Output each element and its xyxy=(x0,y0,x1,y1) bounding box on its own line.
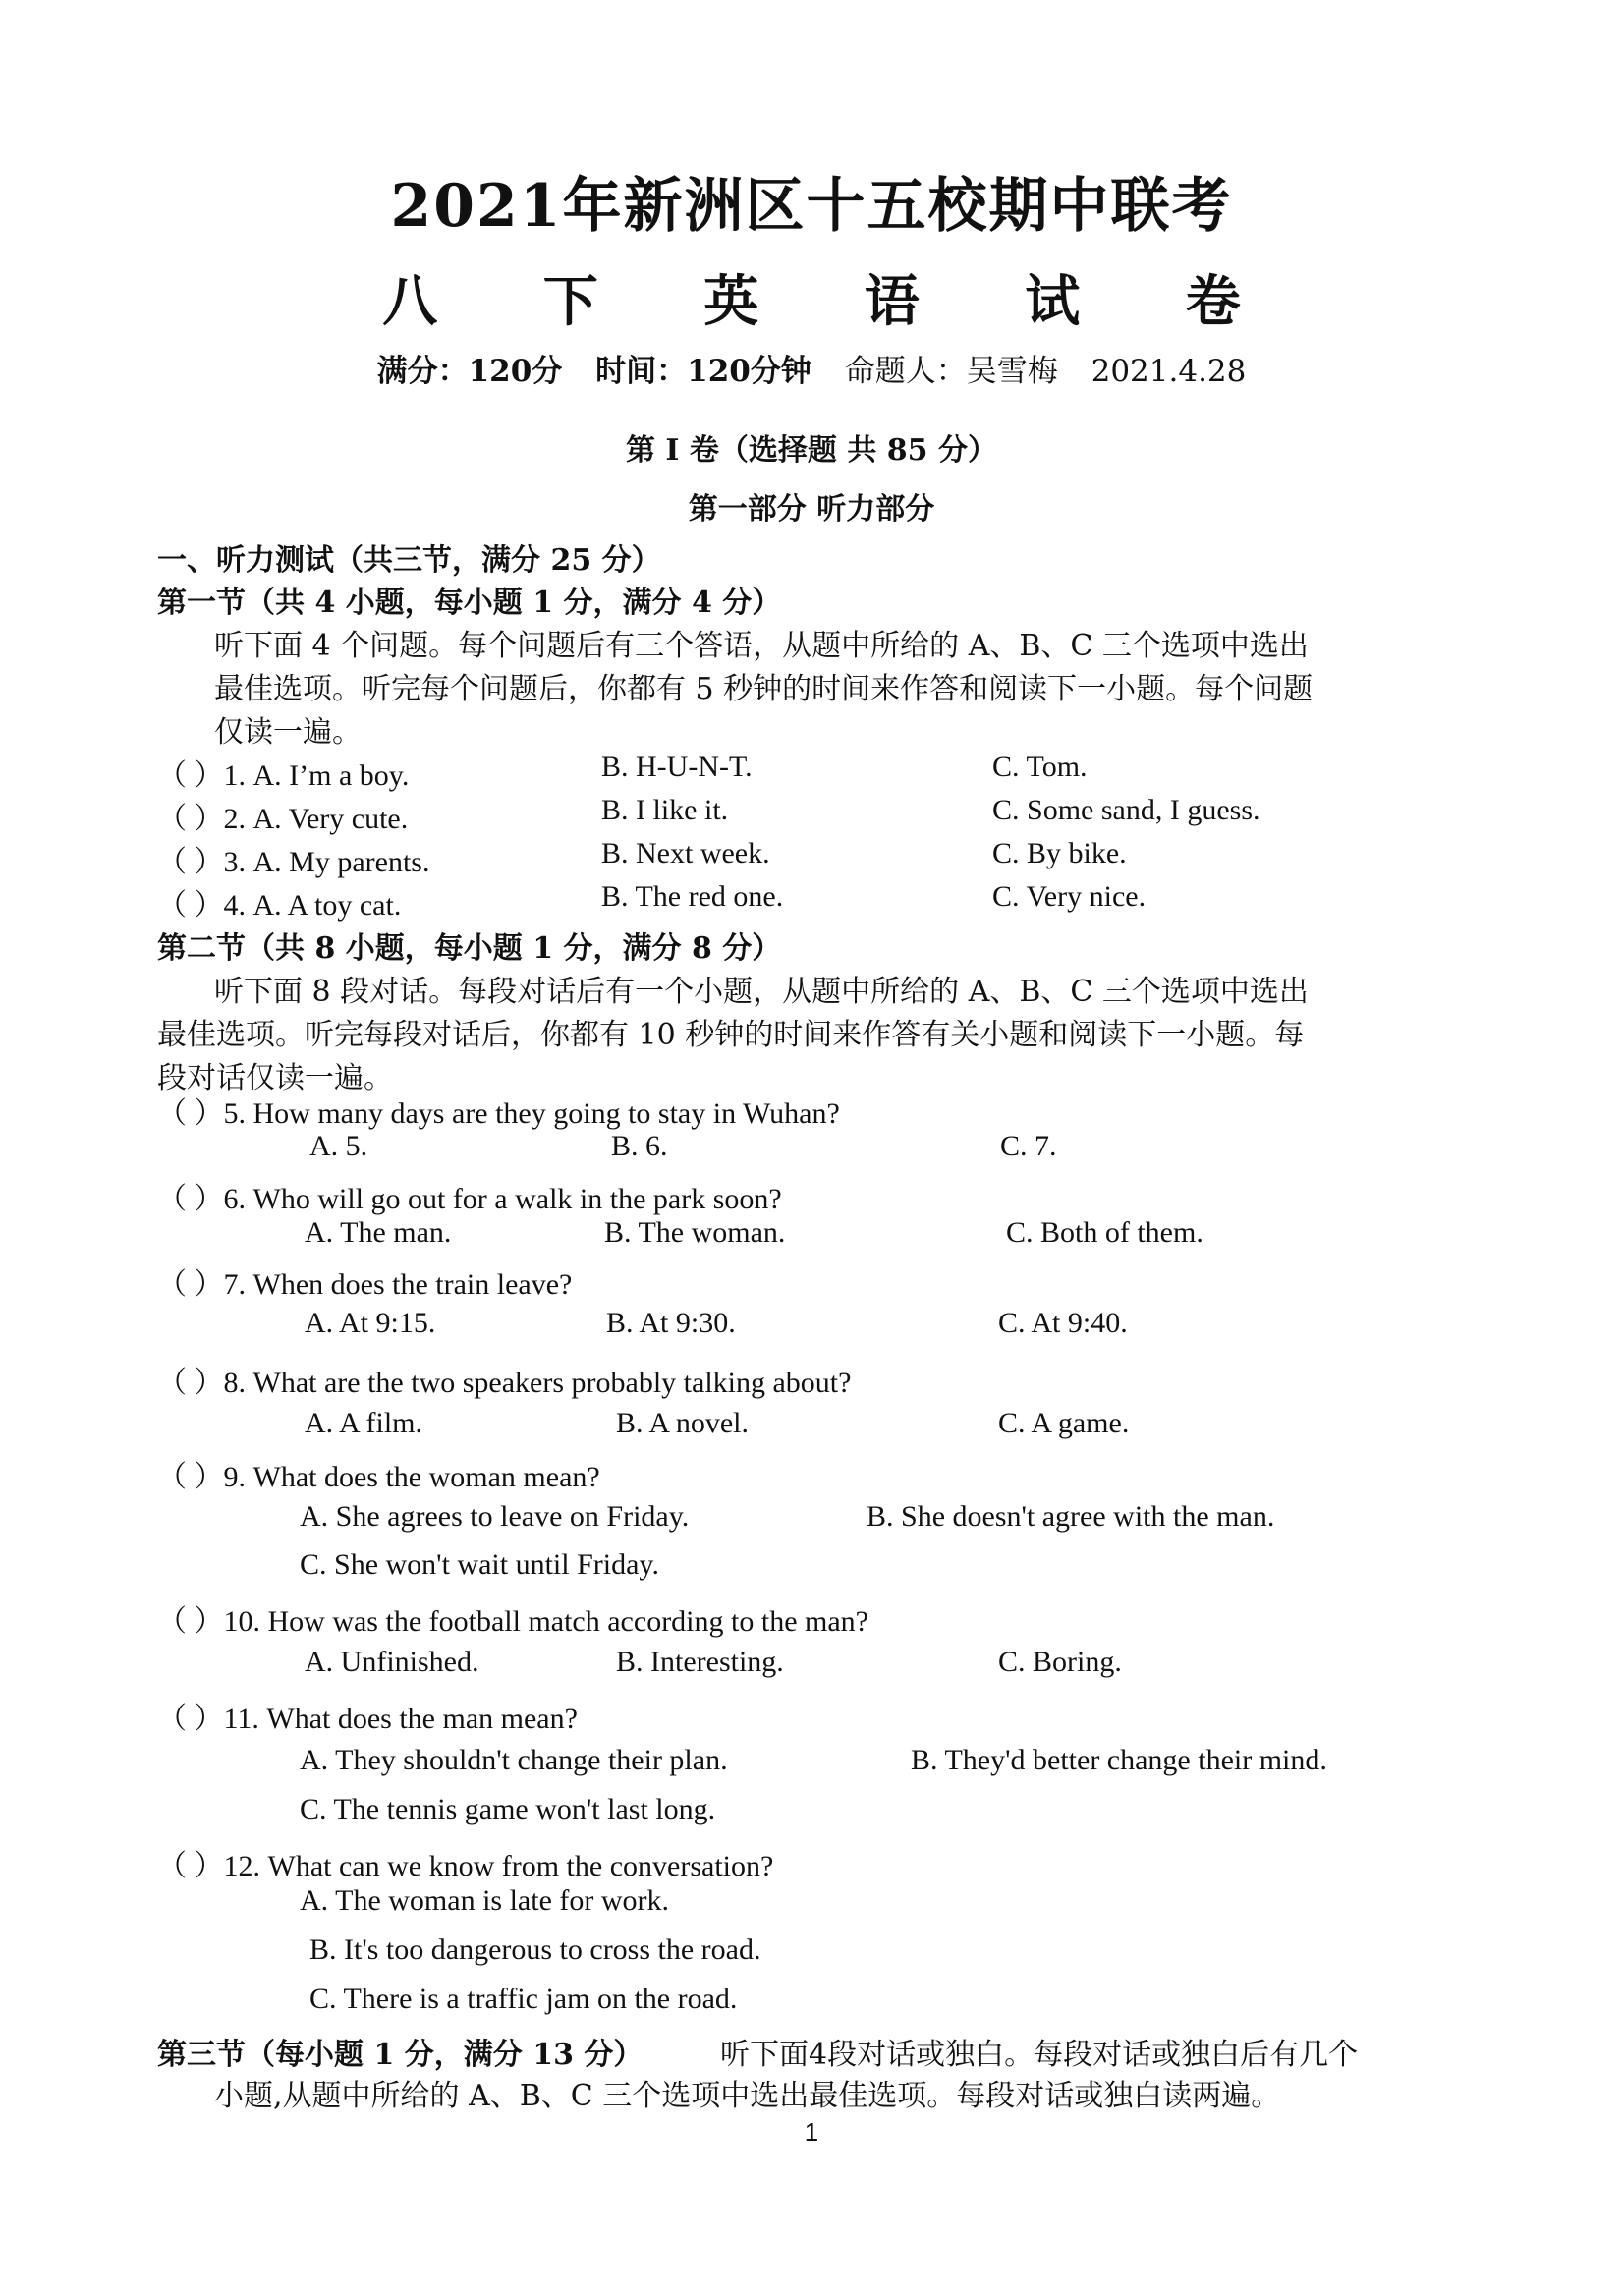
question-8-option-b: B. A novel. xyxy=(616,1407,750,1439)
question-2: （ ）2. A. Very cute. xyxy=(157,803,409,835)
question-9-option-c: C. She won't wait until Friday. xyxy=(300,1548,659,1581)
question-3: （ ）3. A. My parents. xyxy=(157,846,430,878)
question-5: （ ）5. How many days are they going to stay in Wuhan? xyxy=(157,1097,840,1130)
question-7-option-c: C. At 9:40. xyxy=(998,1307,1128,1339)
exam-meta xyxy=(0,346,1623,390)
question-4-option-c: C. Very nice. xyxy=(992,880,1147,913)
question-2-option-c: C. Some sand, I guess. xyxy=(992,794,1260,826)
section2-instruction-line: 最佳选项。听完每段对话后，你都有 10 秒钟的时间来作答有关小题和阅读下一小题。每 xyxy=(157,1018,1305,1052)
section2-instruction-line: 听下面 8 段对话。每段对话后有一个小题，从题中所给的 A、B、C 三个选项中选出 xyxy=(214,975,1309,1009)
question-12-option-b: B. It's too dangerous to cross the road. xyxy=(309,1933,761,1966)
question-7-option-a: A. At 9:15. xyxy=(305,1307,436,1339)
question-8-option-a: A. A film. xyxy=(305,1407,423,1439)
question-6-option-b: B. The woman. xyxy=(604,1216,786,1249)
question-9: （ ）9. What does the woman mean? xyxy=(157,1461,600,1493)
question-7: （ ）7. When does the train leave? xyxy=(157,1268,573,1301)
exam-title: 2021年新洲区十五校期中联考 xyxy=(390,172,1233,241)
question-10-option-a: A. Unfinished. xyxy=(305,1646,479,1678)
question-5-option-b: B. 6. xyxy=(611,1130,668,1162)
exam-time: 时间：120分钟 xyxy=(595,354,812,389)
section3-instruction-line: 听下面4段对话或独白。每段对话或独白后有几个 xyxy=(720,2038,1359,2072)
question-9-option-a: A. She agrees to leave on Friday. xyxy=(300,1500,690,1533)
question-12-option-c: C. There is a traffic jam on the road. xyxy=(309,1983,738,2015)
question-11: （ ）11. What does the man mean? xyxy=(157,1703,578,1735)
question-11-option-c: C. The tennis game won't last long. xyxy=(300,1793,716,1825)
exam-author: 命题人：吴雪梅 xyxy=(844,354,1058,389)
section1-instruction-line: 仅读一遍。 xyxy=(214,715,362,750)
question-6-option-c: C. Both of them. xyxy=(1006,1216,1203,1249)
part-title: 第一部分 听力部分 xyxy=(688,492,935,527)
section1-title: 第一节（共 4 小题，每小题 1 分，满分 4 分） xyxy=(157,586,782,620)
question-5-option-c: C. 7. xyxy=(1000,1130,1057,1162)
question-7-option-b: B. At 9:30. xyxy=(606,1307,736,1339)
section3-title: 第三节（每小题 1 分，满分 13 分） xyxy=(157,2038,644,2072)
question-1-option-b: B. H-U-N-T. xyxy=(601,751,753,783)
question-10-option-c: C. Boring. xyxy=(998,1646,1122,1678)
question-1: （ ）1. A. I’m a boy. xyxy=(157,759,410,792)
question-8: （ ）8. What are the two speakers probably talking about? xyxy=(157,1367,852,1399)
question-11-option-a: A. They shouldn't change their plan. xyxy=(300,1744,728,1776)
question-4-option-b: B. The red one. xyxy=(601,880,784,913)
question-8-option-c: C. A game. xyxy=(998,1407,1130,1439)
question-3-option-c: C. By bike. xyxy=(992,837,1127,869)
question-12: （ ）12. What can we know from the conversation? xyxy=(157,1850,774,1882)
question-9-option-b: B. She doesn't agree with the man. xyxy=(867,1500,1275,1533)
question-12-option-a: A. The woman is late for work. xyxy=(300,1884,670,1917)
question-10-option-b: B. Interesting. xyxy=(616,1646,784,1678)
section3-instruction-line: 小题,从题中所给的 A、B、C 三个选项中选出最佳选项。每段对话或独白读两遍。 xyxy=(214,2079,1281,2113)
question-6: （ ）6. Who will go out for a walk in the park soon? xyxy=(157,1183,782,1215)
listening-title: 一、听力测试（共三节，满分 25 分） xyxy=(157,543,661,578)
question-11-option-b: B. They'd better change their mind. xyxy=(911,1744,1327,1776)
page-number: 1 xyxy=(804,2117,819,2147)
question-2-option-b: B. I like it. xyxy=(601,794,729,826)
exam-subtitle: 八 下 英 语 试 卷 xyxy=(382,269,1284,334)
exam-date: 2021.4.28 xyxy=(1091,354,1247,389)
volume-title: 第 I 卷（选择题 共 85 分） xyxy=(625,433,997,468)
question-1-option-c: C. Tom. xyxy=(992,751,1088,783)
question-4: （ ）4. A. A toy cat. xyxy=(157,889,402,922)
question-3-option-b: B. Next week. xyxy=(601,837,770,869)
question-10: （ ）10. How was the football match according to the man? xyxy=(157,1605,868,1638)
section1-instruction-line: 听下面 4 个问题。每个问题后有三个答语，从题中所给的 A、B、C 三个选项中选出 xyxy=(214,629,1309,663)
section1-instruction-line: 最佳选项。听完每个问题后，你都有 5 秒钟的时间来作答和阅读下一小题。每个问题 xyxy=(214,672,1314,706)
section2-instruction-line: 段对话仅读一遍。 xyxy=(157,1061,393,1095)
question-5-option-a: A. 5. xyxy=(309,1130,368,1162)
full-score: 满分：120分 xyxy=(376,354,563,389)
section2-title: 第二节（共 8 小题，每小题 1 分，满分 8 分） xyxy=(157,931,782,966)
question-6-option-a: A. The man. xyxy=(305,1216,452,1249)
